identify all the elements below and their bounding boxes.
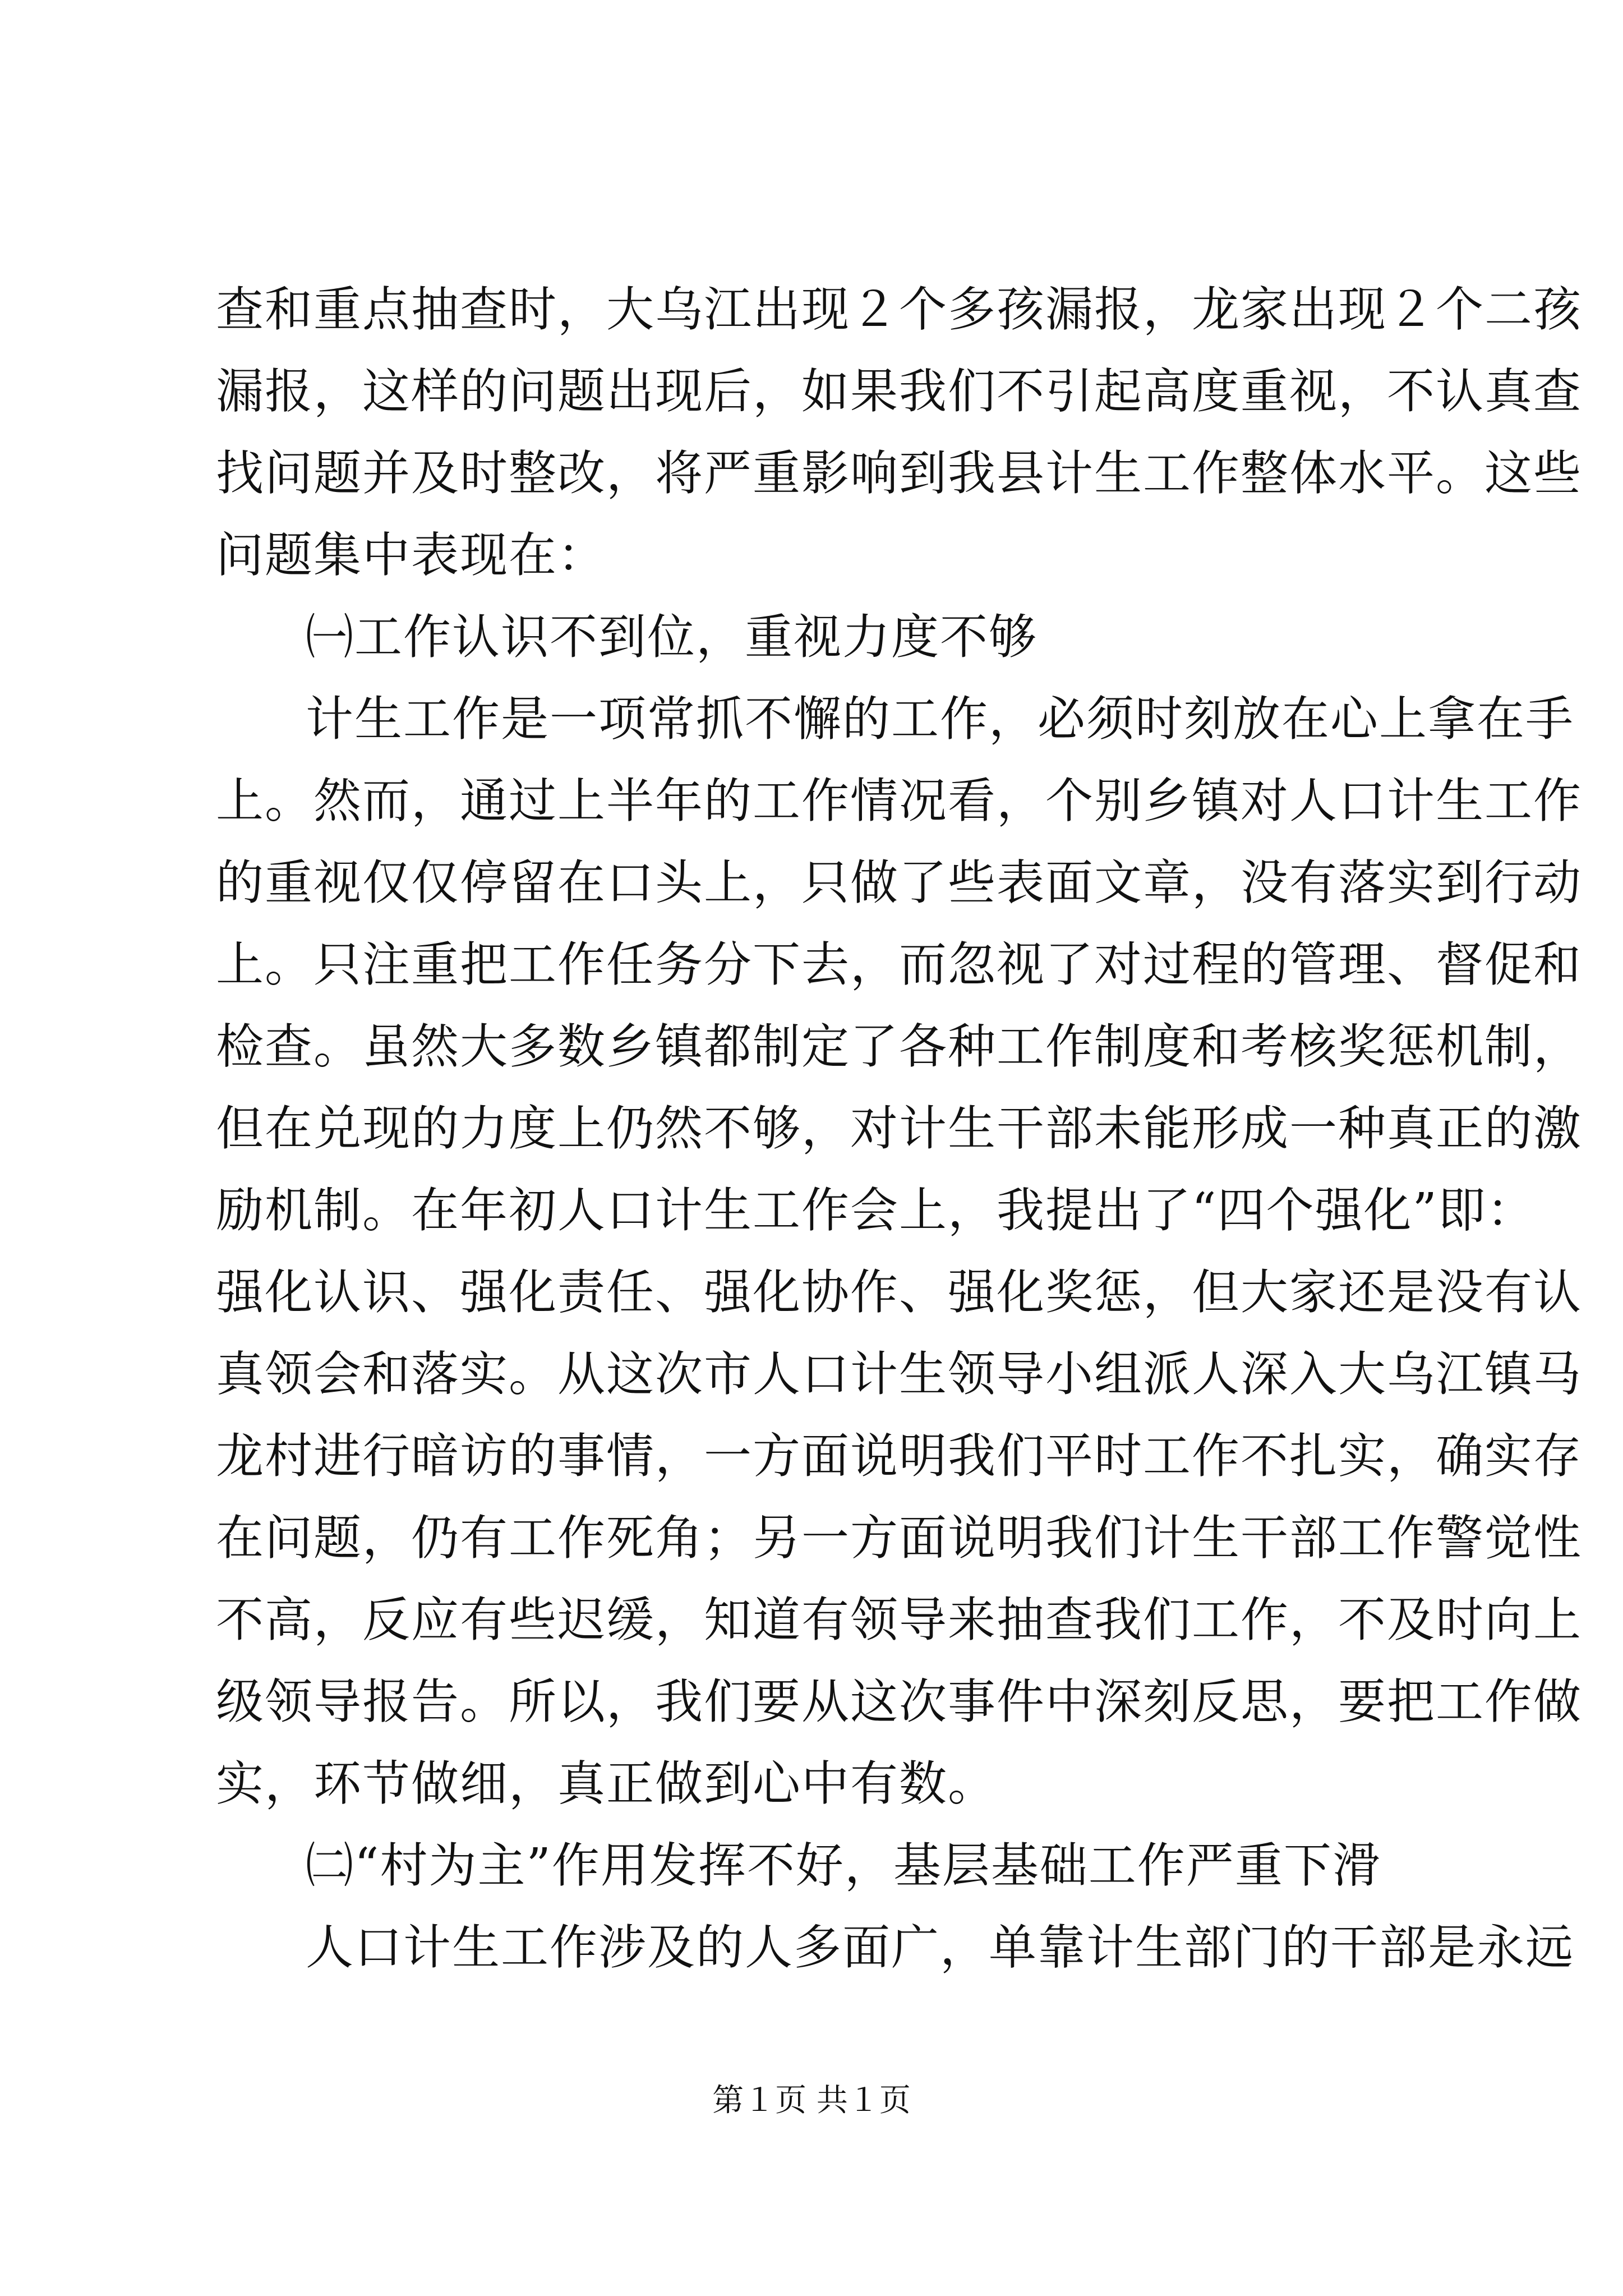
- text-line: 漏报，这样的问题出现后，如果我们不引起高度重视，不认真查: [216, 364, 1583, 420]
- text-line: 上。然而，通过上半年的工作情况看，个别乡镇对人口计生工作: [216, 774, 1583, 829]
- text-line: 强化认识、强化责任、强化协作、强化奖惩，但大家还是没有认: [216, 1265, 1583, 1320]
- text-line: 实，环节做细，真正做到心中有数。: [216, 1756, 997, 1812]
- text-line: 真领会和落实。从这次市人口计生领导小组派人深入大乌江镇马: [216, 1347, 1583, 1402]
- paragraph-first-line: 计生工作是一项常抓不懈的工作，必须时刻放在心上拿在手: [306, 692, 1575, 747]
- page-footer: 第１页 共１页: [712, 2082, 911, 2119]
- text-line: 在问题，仍有工作死角；另一方面说明我们计生干部工作警觉性: [216, 1511, 1583, 1566]
- section-heading: ㈠工作认识不到位，重视力度不够: [306, 610, 1038, 665]
- document-body: [216, 269, 1583, 1989]
- text-line: 检查。虽然大多数乡镇都制定了各种工作制度和考核奖惩机制，: [216, 1019, 1583, 1075]
- text-line: 级领导报告。所以，我们要从这次事件中深刻反思，要把工作做: [216, 1674, 1583, 1730]
- text-line: 查和重点抽查时，大乌江出现２个多孩漏报，龙家出现２个二孩: [216, 282, 1583, 338]
- text-line: 龙村进行暗访的事情，一方面说明我们平时工作不扎实，确实存: [216, 1429, 1583, 1484]
- text-line: 问题集中表现在：: [216, 528, 607, 583]
- text-line: 的重视仅仅停留在口头上，只做了些表面文章，没有落实到行动: [216, 855, 1583, 911]
- text-line: 励机制。在年初人口计生工作会上，我提出了“四个强化”即：: [216, 1183, 1536, 1239]
- text-line: 上。只注重把工作任务分下去，而忽视了对过程的管理、督促和: [216, 937, 1583, 993]
- text-line: 不高，反应有些迟缓，知道有领导来抽查我们工作，不及时向上: [216, 1593, 1583, 1648]
- section-heading: ㈡“村为主”作用发挥不好，基层基础工作严重下滑: [306, 1838, 1381, 1894]
- paragraph-first-line: 人口计生工作涉及的人多面广，单靠计生部门的干部是永远: [306, 1920, 1575, 1976]
- text-line: 找问题并及时整改，将严重影响到我县计生工作整体水平。这些: [216, 446, 1583, 501]
- text-line: 但在兑现的力度上仍然不够，对计生干部未能形成一种真正的激: [216, 1101, 1583, 1157]
